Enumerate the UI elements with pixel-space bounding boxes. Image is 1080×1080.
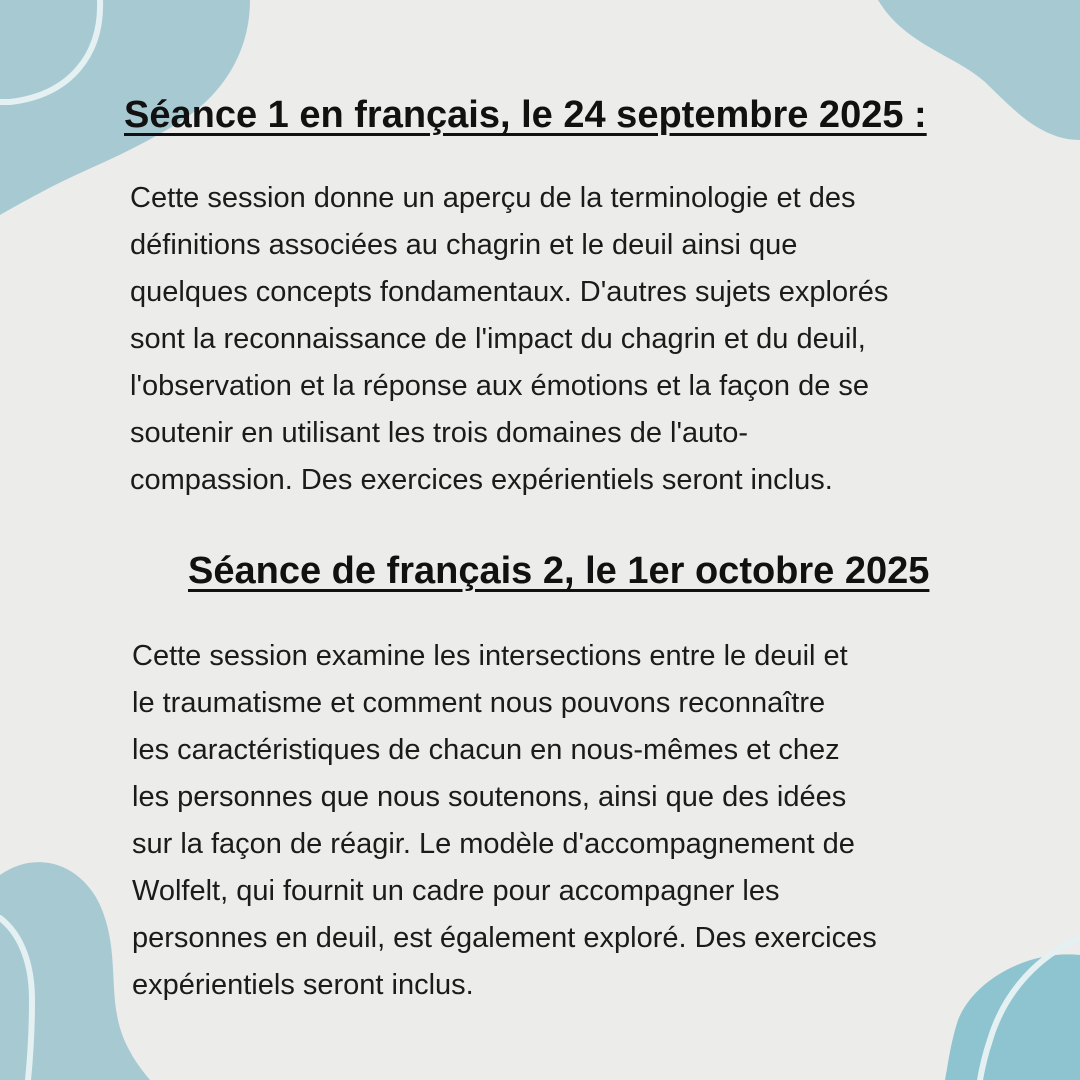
paragraph-line: l'observation et la réponse aux émotions et la façon de se	[130, 370, 870, 402]
paragraph-line: définitions associées au chagrin et le deuil ainsi que	[130, 229, 798, 261]
paragraph-line: les personnes que nous soutenons, ainsi que des idées	[132, 781, 847, 813]
paragraph-line: Cette session examine les intersections entre le deuil et	[132, 640, 848, 672]
session-1-description	[130, 175, 1060, 504]
paragraph-line: sur la façon de réagir. Le modèle d'accompagnement de	[132, 828, 855, 860]
paragraph-line: soutenir en utilisant les trois domaines de l'auto-	[130, 417, 749, 449]
paragraph-line: compassion. Des exercices expérientiels seront inclus.	[130, 464, 833, 496]
paragraph-line: expérientiels seront inclus.	[132, 969, 474, 1001]
paragraph-line: sont la reconnaissance de l'impact du chagrin et du deuil,	[130, 323, 866, 355]
session-1-heading: Séance 1 en français, le 24 septembre 2025 :	[124, 94, 927, 136]
blob-bottom-left	[0, 862, 150, 1080]
paragraph-line: quelques concepts fondamentaux. D'autres sujets explorés	[130, 276, 889, 308]
paragraph-line: personnes en deuil, est également exploré. Des exercices	[132, 922, 877, 954]
paragraph-line: les caractéristiques de chacun en nous-mêmes et chez	[132, 734, 840, 766]
paragraph-line: Cette session donne un aperçu de la terminologie et des	[130, 182, 856, 214]
paragraph-line: le traumatisme et comment nous pouvons reconnaître	[132, 687, 826, 719]
paragraph-line: Wolfelt, qui fournit un cadre pour accompagner les	[132, 875, 780, 907]
session-2-description	[132, 633, 1012, 1009]
session-2-heading: Séance de français 2, le 1er octobre 2025	[188, 550, 930, 592]
